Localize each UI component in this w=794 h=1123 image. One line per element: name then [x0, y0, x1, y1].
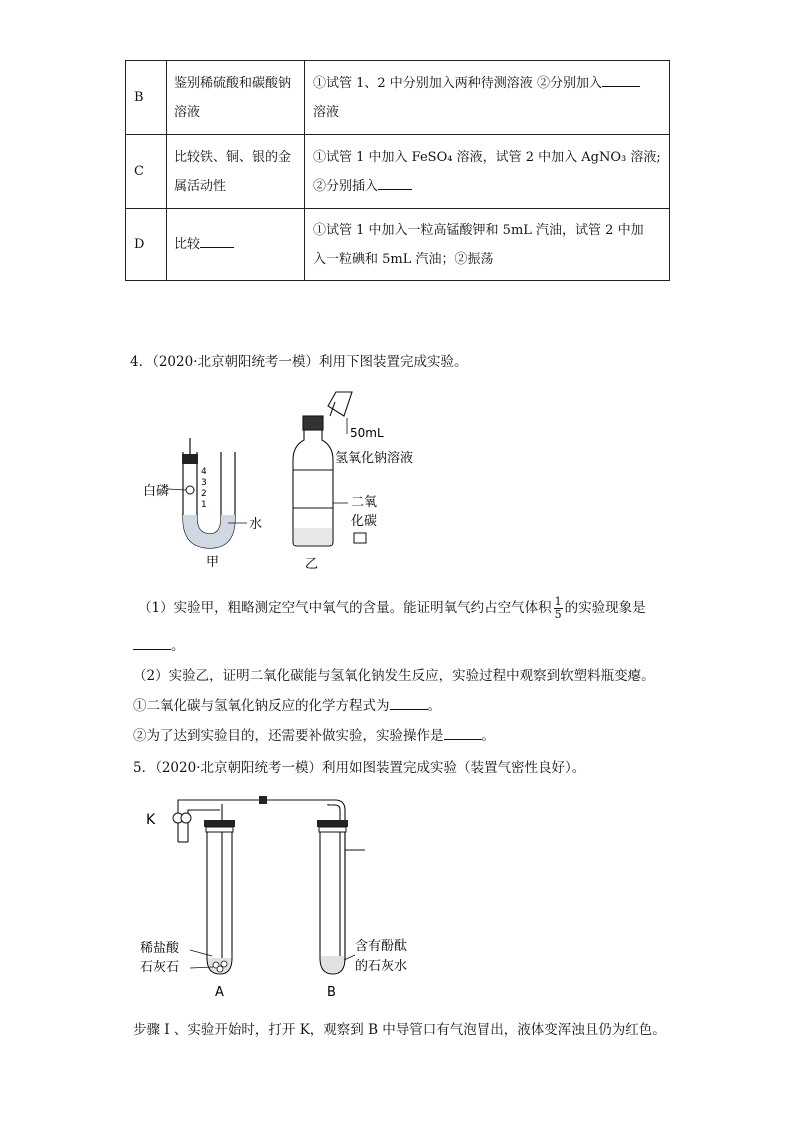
stopper [182, 454, 198, 464]
q5-figure [140, 790, 408, 1005]
row-purpose: 比较铁、铜、银的金 属活动性 [167, 135, 305, 209]
q4-p4: ②为了达到实验目的，还需要补做实验，实验操作是 。 [133, 728, 495, 744]
table-row [126, 209, 670, 281]
q4-figure [130, 388, 460, 573]
row-purpose: 鉴别稀硫酸和碳酸钠 溶液 [167, 61, 305, 135]
label-bailin: 白磷 [143, 484, 170, 499]
q4-p3: ①二氧化碳与氢氧化钠反应的化学方程式为 。 [133, 698, 441, 714]
label-naoh: 氢氧化钠溶液 [335, 451, 414, 466]
row-id: C [126, 135, 167, 209]
row-operation: ①试管 1 中加入 FeSO₄ 溶液，试管 2 中加入 AgNO₃ 溶液; ②分别插入 [305, 135, 670, 209]
row-operation: ①试管 1 中加入一粒高锰酸钾和 5mL 汽油，试管 2 中加 入一粒碘和 5mL 汽油；②振荡 [305, 209, 670, 281]
stopper-b [317, 820, 348, 832]
test-tube-a [207, 830, 232, 974]
q5-header: 5．（2020·北京朝阳统考一模）利用如图装置完成实验（装置气密性良好）。 [133, 760, 586, 776]
bottle-cap [354, 533, 366, 543]
row-operation: ①试管 1、2 中分别加入两种待测溶液 ②分别加入 溶液 [305, 61, 670, 135]
q4-p1: （1）实验甲，粗略测定空气中氧气的含量。能证明氧气约占空气体积 $\frac{1}{5}$ 的实验现象是 [138, 595, 646, 621]
q5-step: 步骤 I 、实验开始时，打开 K，观察到 B 中导管口有气泡冒出，液体变浑浊且仍为红色。 [133, 1022, 666, 1038]
label-b: B [327, 985, 336, 1000]
label-acid: 稀盐酸 [140, 941, 180, 956]
q4-p2: （2）实验乙，证明二氧化碳能与氢氧化钠发生反应，实验过程中观察到软塑料瓶变瘪。 [133, 668, 655, 684]
mark-1: 1 [201, 500, 207, 510]
label-yi: 乙 [305, 557, 319, 572]
answer-blank[interactable] [602, 74, 640, 87]
white-phosphorus [186, 486, 194, 494]
label-water: 水 [249, 517, 263, 532]
label-volume: 50mL [350, 426, 384, 440]
beaker [328, 392, 352, 416]
row-id: B [126, 61, 167, 135]
label-stone: 石灰石 [140, 960, 180, 975]
fraction: $\frac{1}{5}$ [554, 595, 562, 621]
label-k: K [146, 812, 156, 828]
experiment-table [125, 60, 670, 281]
plastic-bottle [293, 416, 333, 546]
test-tube-b [320, 830, 345, 974]
mark-4: 4 [201, 467, 207, 477]
answer-blank[interactable] [444, 727, 482, 740]
answer-blank[interactable] [200, 235, 234, 248]
answer-blank[interactable] [133, 637, 171, 650]
mark-2: 2 [201, 489, 207, 499]
row-purpose: 比较 [167, 209, 305, 281]
table-row [126, 61, 670, 135]
label-jia: 甲 [206, 555, 220, 570]
label-a: A [215, 985, 224, 1000]
q4-header: 4．（2020·北京朝阳统考一模）利用下图装置完成实验。 [130, 354, 468, 370]
label-limewater-2: 的石灰水 [355, 959, 408, 974]
answer-blank[interactable] [378, 177, 412, 190]
water-fill [183, 515, 235, 548]
answer-blank[interactable] [390, 697, 428, 710]
bottle-liquid [294, 528, 332, 545]
stopper-a [204, 820, 235, 832]
row-id: D [126, 209, 167, 281]
mark-3: 3 [201, 478, 207, 488]
q4-p1-cont: 。 [133, 634, 185, 654]
label-co2-1: 二氧 [351, 495, 378, 510]
table-row [126, 135, 670, 209]
label-co2-2: 化碳 [351, 514, 378, 529]
label-limewater-1: 含有酚酞 [355, 939, 408, 954]
